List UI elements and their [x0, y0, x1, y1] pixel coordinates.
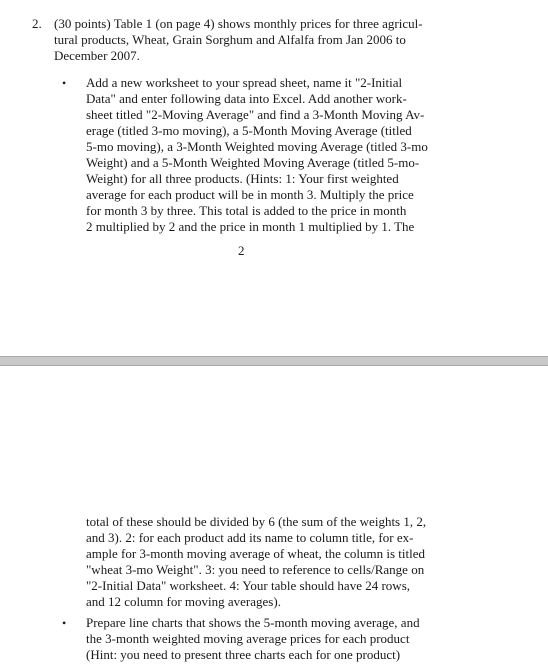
continued-line: and 3). 2: for each product add its name to column title, for ex- [86, 530, 414, 545]
intro-line: tural products, Wheat, Grain Sorghum and Alfalfa from Jan 2006 to [54, 32, 406, 47]
bullet1-line: Data" and enter following data into Excel. Add another work- [86, 91, 407, 106]
bullet1-line: Weight) for all three products. (Hints: 1: Your first weighted [86, 171, 399, 186]
bullet-icon: • [62, 616, 67, 630]
bullet2-line: Prepare line charts that shows the 5-month moving average, and [86, 615, 420, 630]
bullet1-line: sheet titled "2-Moving Average" and find a 3-Month Moving Av- [86, 107, 425, 122]
intro-line: December 2007. [54, 48, 140, 63]
intro-line: (30 points) Table 1 (on page 4) shows monthly prices for three agricul- [54, 16, 423, 31]
document-page-bottom [0, 366, 548, 670]
bullet1-line: 5-mo moving), a 3-Month Weighted moving Average (titled 3-mo [86, 139, 428, 154]
page-number: 2 [238, 243, 245, 258]
bullet2-line: the 3-month weighted moving average prices for each product [86, 631, 410, 646]
item-number: 2. [32, 16, 42, 31]
bullet1-line: 2 multiplied by 2 and the price in month 1 multiplied by 1. The [86, 219, 415, 234]
bullet2-line: (Hint: you need to present three charts each for one product) [86, 647, 401, 662]
bullet1-line: erage (titled 3-mo moving), a 5-Month Moving Average (titled [86, 123, 412, 138]
bullet1-line: Weight) and a 5-Month Weighted Moving Average (titled 5-mo- [86, 155, 420, 170]
continued-line: total of these should be divided by 6 (the sum of the weights 1, 2, [86, 514, 427, 529]
continued-line: and 12 column for moving averages). [86, 594, 281, 609]
continued-line: "wheat 3-mo Weight". 3: you need to reference to cells/Range on [86, 562, 425, 577]
continued-line: "2-Initial Data" worksheet. 4: Your table should have 24 rows, [86, 578, 411, 593]
continued-line: ample for 3-month moving average of wheat, the column is titled [86, 546, 425, 561]
bullet-icon: • [62, 76, 67, 90]
bullet1-line: for month 3 by three. This total is added to the price in month [86, 203, 407, 218]
bullet1-line: average for each product will be in month 3. Multiply the price [86, 187, 414, 202]
page-separator [0, 356, 548, 366]
bullet1-line: Add a new worksheet to your spread sheet, name it "2-Initial [86, 75, 403, 90]
